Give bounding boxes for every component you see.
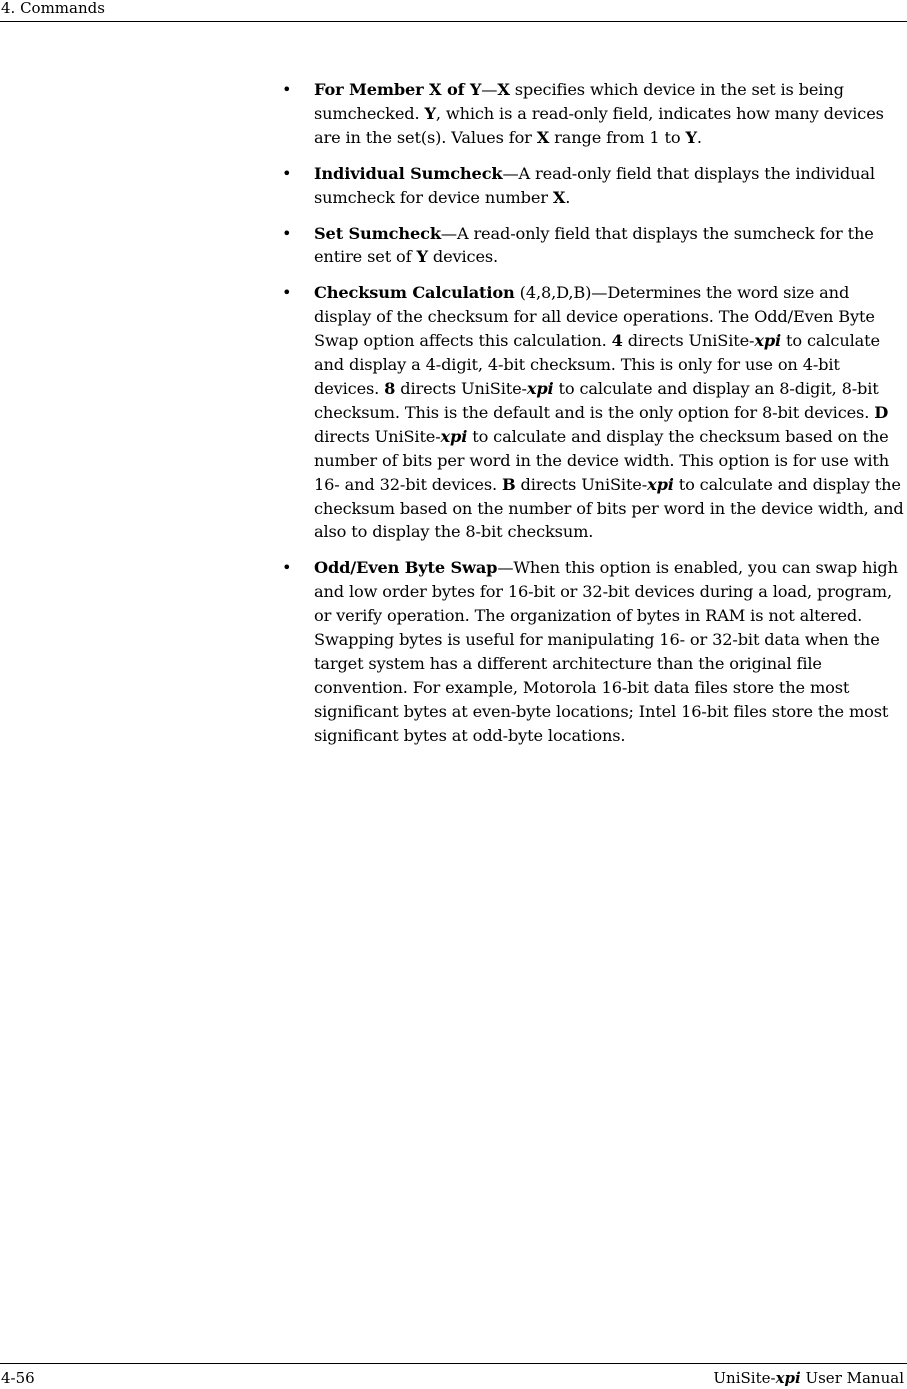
list-item-checksum-calculation: • Checksum Calculation (4,8,D,B)—Determines the word size and display of the checksum for all device operations. The Odd/Even Byte Swap option affects this calculation. 4 directs UniSite-xpi to calculate and display a 4-digit, 4-bit checksum. This is only for use on 4-bit devices. 8 directs UniSite-xpi to calculate and display an 8-digit, 8-bit checksum. This is the default and is the only option for 8-bit devices. D directs UniSite-xpi to calculate and display the checksum based on the number of bits per word in the device width. This option is for use with 16- and 32-bit devices. B directs UniSite-xpi to calculate and display the checksum based on the number of bits per word in the device width, and also to display the 8-bit checksum. bbox=[282, 283, 904, 542]
page-number: 4-56 bbox=[1, 1369, 35, 1387]
bullet-icon: • bbox=[282, 558, 292, 578]
bullet-icon: • bbox=[282, 163, 292, 183]
bullet-icon: • bbox=[282, 80, 292, 99]
term-label: Set Sumcheck bbox=[314, 223, 441, 243]
list-item-byte-swap: • Odd/Even Byte Swap—When this option is enabled, you can swap high and low order bytes for 16-bit or 32-bit devices during a load, program, or verify operation. The organization of bytes in RAM is not altered. Swapping bytes is useful for manipulating 16- or 32-bit data when the target system has a different architecture than the original file convention. For example, Motorola 16-bit data files store the most significant bytes at even-byte locations; Intel 16-bit files store the most significant bytes at odd-byte locations. bbox=[282, 558, 898, 745]
list-item-set-sumcheck: • Set Sumcheck—A read-only field that displays the sumcheck for the entire set of Y devices. bbox=[282, 223, 874, 267]
footer-rule bbox=[0, 1363, 907, 1364]
list-item-individual-sumcheck: • Individual Sumcheck—A read-only field that displays the individual sumcheck for device number X. bbox=[282, 163, 875, 207]
header-rule bbox=[0, 21, 907, 22]
term-label: Individual Sumcheck bbox=[314, 163, 503, 183]
running-head: 4. Commands bbox=[1, 0, 105, 17]
term-label: For Member X of Y bbox=[314, 80, 482, 99]
list-item-member: • For Member X of Y—X specifies which device in the set is being sumchecked. Y, which is a read-only field, indicates how many devices are in the set(s). Values for X range from 1 to Y. bbox=[282, 80, 884, 147]
term-label: Checksum Calculation bbox=[314, 283, 515, 303]
option-list bbox=[278, 78, 905, 760]
term-label: Odd/Even Byte Swap bbox=[314, 558, 498, 578]
manual-title: UniSite-xpi User Manual bbox=[713, 1369, 904, 1387]
bullet-icon: • bbox=[282, 283, 292, 303]
bullet-icon: • bbox=[282, 223, 292, 243]
